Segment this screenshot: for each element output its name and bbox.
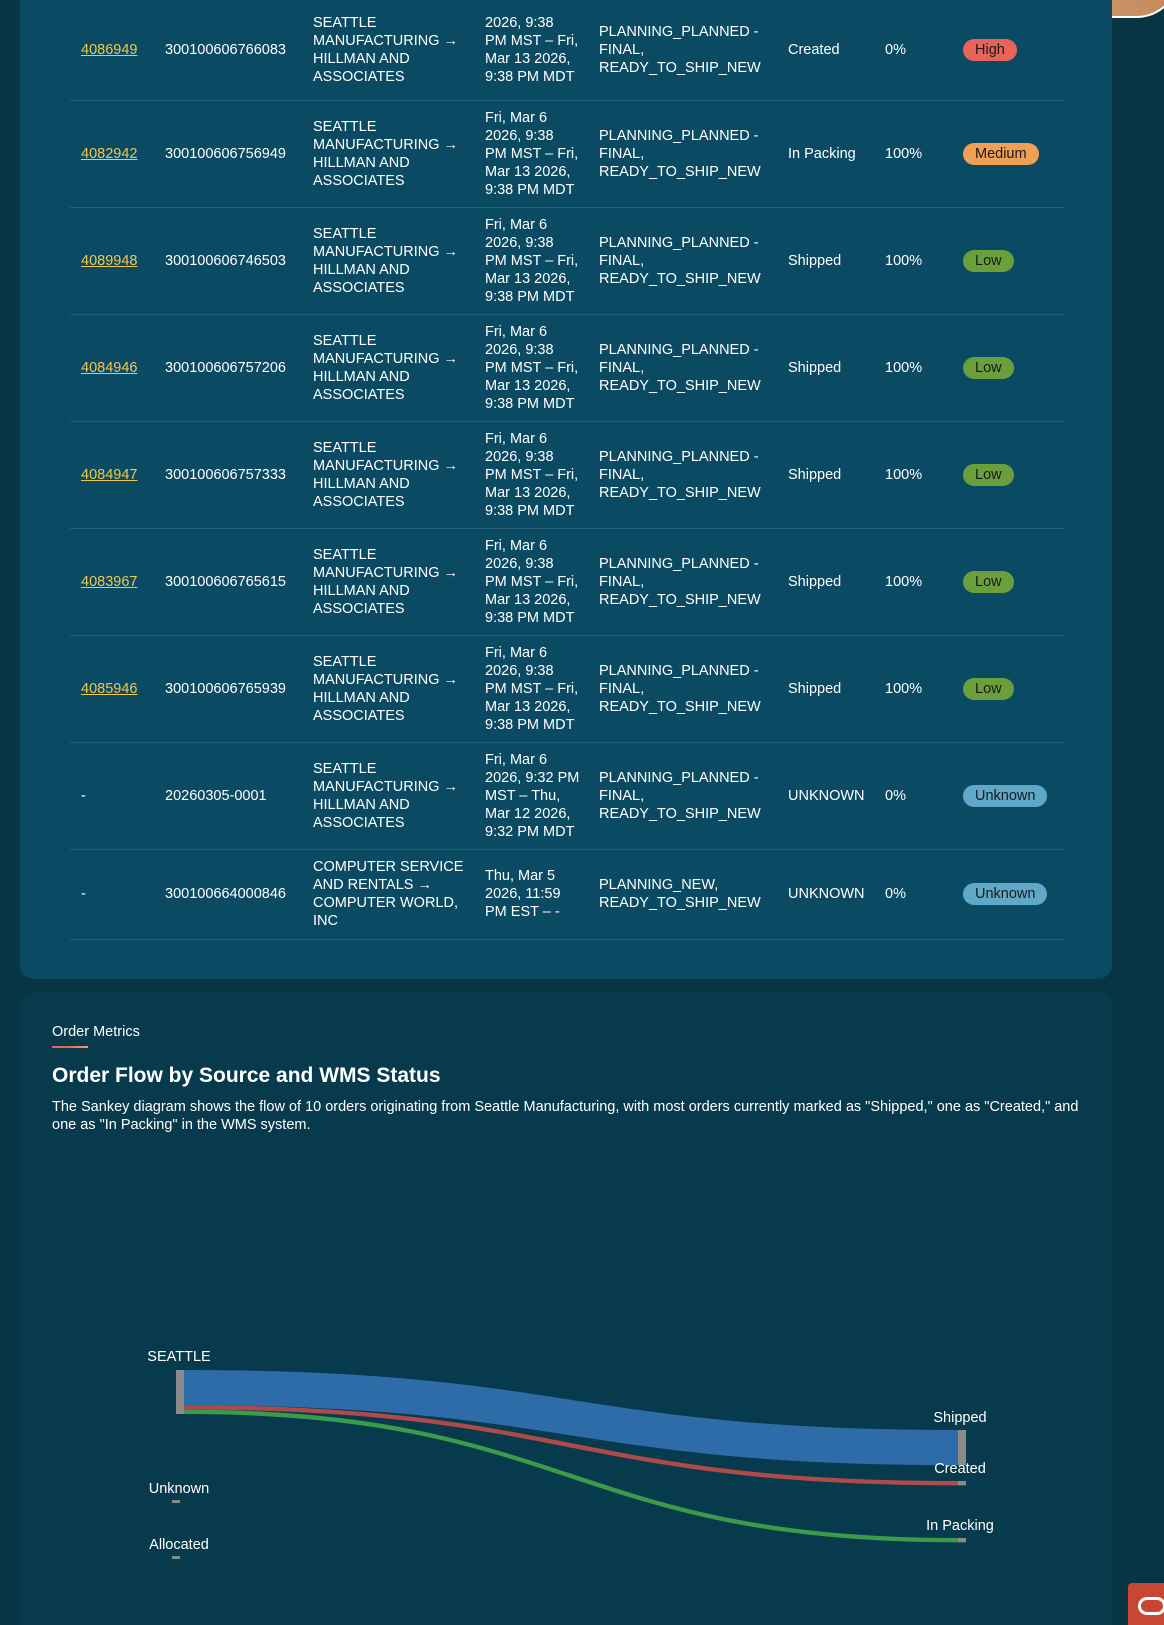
order-link[interactable]: 4084946 [81, 359, 138, 376]
cell-line: Fri, Mar 6 [485, 644, 548, 661]
shipment-number-cell: 300100664000846 [154, 849, 302, 939]
priority-badge: Unknown [963, 883, 1047, 905]
cell-line: ASSOCIATES [313, 68, 405, 85]
cell-line: ASSOCIATES [313, 172, 405, 189]
shipment-number-cell: 300100606765939 [154, 635, 302, 742]
wms-status-cell: Shipped [777, 421, 874, 528]
cell-line: Fri, Mar 6 [485, 537, 548, 554]
cell-line: SEATTLE [313, 546, 377, 563]
cell-line: 2026, 9:32 PM [485, 769, 580, 786]
cell-line: Mar 12 2026, [485, 805, 571, 822]
cell-line: HILLMAN AND [313, 475, 410, 492]
cell-line: HILLMAN AND [313, 368, 410, 385]
cell-line: 2026, 9:38 [485, 448, 554, 465]
progress-cell: 0% [874, 0, 952, 100]
cell-line: 9:32 PM MDT [485, 823, 575, 840]
cell-line: MANUFACTURING → [313, 778, 458, 795]
order-link[interactable]: 4089948 [81, 252, 138, 269]
order-link[interactable]: 4082942 [81, 145, 138, 162]
cell-line: ASSOCIATES [313, 600, 405, 617]
cell-line: Mar 13 2026, [485, 377, 571, 394]
cell-line: 2026, 9:38 [485, 341, 554, 358]
sankey-label-in-packing: In Packing [926, 1518, 994, 1534]
shipment-number-cell: 300100606757333 [154, 421, 302, 528]
wms-status-cell: UNKNOWN [777, 849, 874, 939]
cell-line: 9:38 PM MDT [485, 502, 575, 519]
cell-line: PLANNING_PLANNED - [599, 127, 759, 144]
sankey-node-allocated [172, 1556, 180, 1559]
cell-line: Fri, Mar 6 [485, 430, 548, 447]
cell-line: 9:38 PM MDT [485, 609, 575, 626]
cell-line: FINAL, [599, 787, 645, 804]
cell-line: READY_TO_SHIP_NEW [599, 59, 761, 76]
wms-status-cell: Shipped [777, 314, 874, 421]
cell-line: HILLMAN AND [313, 582, 410, 599]
cell-line: Fri, Mar 6 [485, 109, 548, 126]
progress-cell: 100% [874, 421, 952, 528]
cell-line: FINAL, [599, 359, 645, 376]
cell-line: READY_TO_SHIP_NEW [599, 805, 761, 822]
cell-line: 9:38 PM MDT [485, 716, 575, 733]
cell-line: SEATTLE [313, 653, 377, 670]
sankey-label-unknown: Unknown [148, 1481, 210, 1497]
cell-line: MST – Thu, [485, 787, 561, 804]
cell-line: FINAL, [599, 680, 645, 697]
progress-cell: 100% [874, 528, 952, 635]
cell-line: FINAL, [599, 252, 645, 269]
shipment-number-cell: 300100606757206 [154, 314, 302, 421]
cell-line: 2026, 9:38 [485, 555, 554, 572]
shipment-number-cell: 300100606766083 [154, 0, 302, 100]
sankey-node-created [958, 1481, 966, 1485]
progress-cell: 100% [874, 635, 952, 742]
cell-line: HILLMAN AND [313, 154, 410, 171]
cell-line: READY_TO_SHIP_NEW [599, 270, 761, 287]
cell-line: FINAL, [599, 145, 645, 162]
cell-line: MANUFACTURING → [313, 136, 458, 153]
cell-line: READY_TO_SHIP_NEW [599, 698, 761, 715]
cell-line: Mar 13 2026, [485, 698, 571, 715]
cell-line: PLANNING_PLANNED - [599, 341, 759, 358]
cell-line: READY_TO_SHIP_NEW [599, 895, 761, 911]
cell-line: PLANNING_PLANNED - [599, 448, 759, 465]
cell-line: READY_TO_SHIP_NEW [599, 377, 761, 394]
cell-line: PM MST – Fri, [485, 359, 579, 376]
order-link[interactable]: 4085946 [81, 680, 138, 697]
sankey-node-unknown [172, 1500, 180, 1503]
oracle-logo-icon[interactable] [1128, 1583, 1164, 1625]
sankey-node-shipped [958, 1430, 966, 1465]
cell-line: MANUFACTURING → [313, 32, 458, 49]
cell-line: SEATTLE [313, 332, 377, 349]
cell-line: PM MST – Fri, [485, 466, 579, 483]
cell-line: ASSOCIATES [313, 279, 405, 296]
cell-line: SEATTLE [313, 118, 377, 135]
sankey-node-in-packing [958, 1538, 966, 1542]
cell-line: Fri, Mar 6 [485, 216, 548, 233]
order-id-text: - [81, 787, 86, 804]
cell-line: HILLMAN AND [313, 796, 410, 813]
progress-cell: 100% [874, 207, 952, 314]
cell-line: PLANNING_PLANNED - [599, 234, 759, 251]
sankey-label-allocated: Allocated [149, 1537, 209, 1553]
cell-line: 9:38 PM MDT [485, 181, 575, 198]
order-link[interactable]: 4083967 [81, 573, 138, 590]
cell-line: SEATTLE [313, 760, 377, 777]
cell-line: SEATTLE [313, 439, 377, 456]
cell-line: PM MST – Fri, [485, 145, 579, 162]
priority-badge: Medium [963, 143, 1039, 165]
shipment-number-cell: 300100606756949 [154, 100, 302, 207]
cell-line: Mar 13 2026, [485, 484, 571, 501]
cell-line: Fri, Mar 6 [485, 323, 548, 340]
cell-line: PLANNING_NEW, [599, 877, 719, 893]
cell-line: PM MST – Fri, [485, 573, 579, 590]
priority-badge: High [963, 39, 1017, 61]
cell-line: ASSOCIATES [313, 493, 405, 510]
cell-line: 2026, 11:59 [485, 886, 561, 902]
cell-line: PM MST – Fri, [485, 32, 579, 49]
cell-line: PM MST – Fri, [485, 252, 579, 269]
shipment-number-cell: 300100606746503 [154, 207, 302, 314]
cell-line: Mar 13 2026, [485, 50, 571, 67]
order-link[interactable]: 4086949 [81, 41, 138, 58]
cell-line: INC [313, 913, 338, 929]
priority-badge: Unknown [963, 785, 1047, 807]
sankey-label-created: Created [934, 1461, 986, 1477]
cell-line: COMPUTER WORLD, [313, 895, 458, 911]
cell-line: AND RENTALS → [313, 877, 432, 893]
wms-status-cell: Created [777, 0, 874, 100]
section-title: Order Flow by Source and WMS Status [52, 1064, 441, 1087]
shipment-number-cell: 20260305-0001 [154, 742, 302, 849]
cell-line: MANUFACTURING → [313, 243, 458, 260]
progress-cell: 0% [874, 849, 952, 939]
cell-line: 2026, 9:38 [485, 14, 554, 31]
priority-badge: Low [963, 678, 1014, 700]
cell-line: 2026, 9:38 [485, 127, 554, 144]
sankey-label-shipped: Shipped [933, 1410, 987, 1426]
cell-line: MANUFACTURING → [313, 457, 458, 474]
wms-status-cell: Shipped [777, 528, 874, 635]
cell-line: 2026, 9:38 [485, 662, 554, 679]
priority-badge: Low [963, 357, 1014, 379]
cell-line: PM MST – Fri, [485, 680, 579, 697]
cell-line: COMPUTER SERVICE [313, 859, 464, 875]
priority-badge: Low [963, 250, 1014, 272]
cell-line: SEATTLE [313, 14, 377, 31]
cell-line: READY_TO_SHIP_NEW [599, 484, 761, 501]
cell-line: PLANNING_PLANNED - [599, 23, 759, 40]
cell-line: Mar 13 2026, [485, 591, 571, 608]
cell-line: ASSOCIATES [313, 707, 405, 724]
cell-line: HILLMAN AND [313, 689, 410, 706]
cell-line: MANUFACTURING → [313, 671, 458, 688]
cell-line: 2026, 9:38 [485, 234, 554, 251]
cell-line: 9:38 PM MDT [485, 68, 575, 85]
cell-line: FINAL, [599, 466, 645, 483]
wms-status-cell: Shipped [777, 207, 874, 314]
cell-line: Mar 13 2026, [485, 270, 571, 287]
order-link[interactable]: 4084947 [81, 466, 138, 483]
cell-line: READY_TO_SHIP_NEW [599, 591, 761, 608]
priority-badge: Low [963, 464, 1014, 486]
progress-cell: 100% [874, 314, 952, 421]
cell-line: MANUFACTURING → [313, 564, 458, 581]
cell-line: MANUFACTURING → [313, 350, 458, 367]
section-description: The Sankey diagram shows the flow of 10 orders originating from Seattle Manufacturing, with most orders currently marked as "Shipped," one as "Created," and one as "In Packing" in the WMS system. [52, 1099, 1079, 1133]
shipment-number-cell: 300100606765615 [154, 528, 302, 635]
progress-cell: 0% [874, 742, 952, 849]
cell-line: Thu, Mar 5 [485, 868, 556, 884]
cell-line: PLANNING_PLANNED - [599, 662, 759, 679]
cell-line: FINAL, [599, 41, 645, 58]
cell-line: READY_TO_SHIP_NEW [599, 163, 761, 180]
priority-badge: Low [963, 571, 1014, 593]
order-metrics-tab[interactable]: Order Metrics [52, 1024, 140, 1040]
progress-cell: 100% [874, 100, 952, 207]
wms-status-cell: In Packing [777, 100, 874, 207]
cell-line: HILLMAN AND [313, 261, 410, 278]
wms-status-cell: Shipped [777, 635, 874, 742]
cell-line: 9:38 PM MDT [485, 288, 575, 305]
cell-line: HILLMAN AND [313, 50, 410, 67]
cell-line: 9:38 PM MDT [485, 395, 575, 412]
cell-line: Fri, Mar 6 [485, 751, 548, 768]
sankey-label-seattle: SEATTLE [147, 1349, 211, 1365]
cell-line: SEATTLE [313, 225, 377, 242]
cell-line: PM EST – - [485, 904, 560, 920]
order-id-text: - [81, 886, 86, 902]
cell-line: ASSOCIATES [313, 814, 405, 831]
cell-line: PLANNING_PLANNED - [599, 769, 759, 786]
cell-line: PLANNING_PLANNED - [599, 555, 759, 572]
cell-line: FINAL, [599, 573, 645, 590]
sankey-node-seattle [176, 1370, 184, 1414]
wms-status-cell: UNKNOWN [777, 742, 874, 849]
cell-line: ASSOCIATES [313, 386, 405, 403]
cell-line: Mar 13 2026, [485, 163, 571, 180]
